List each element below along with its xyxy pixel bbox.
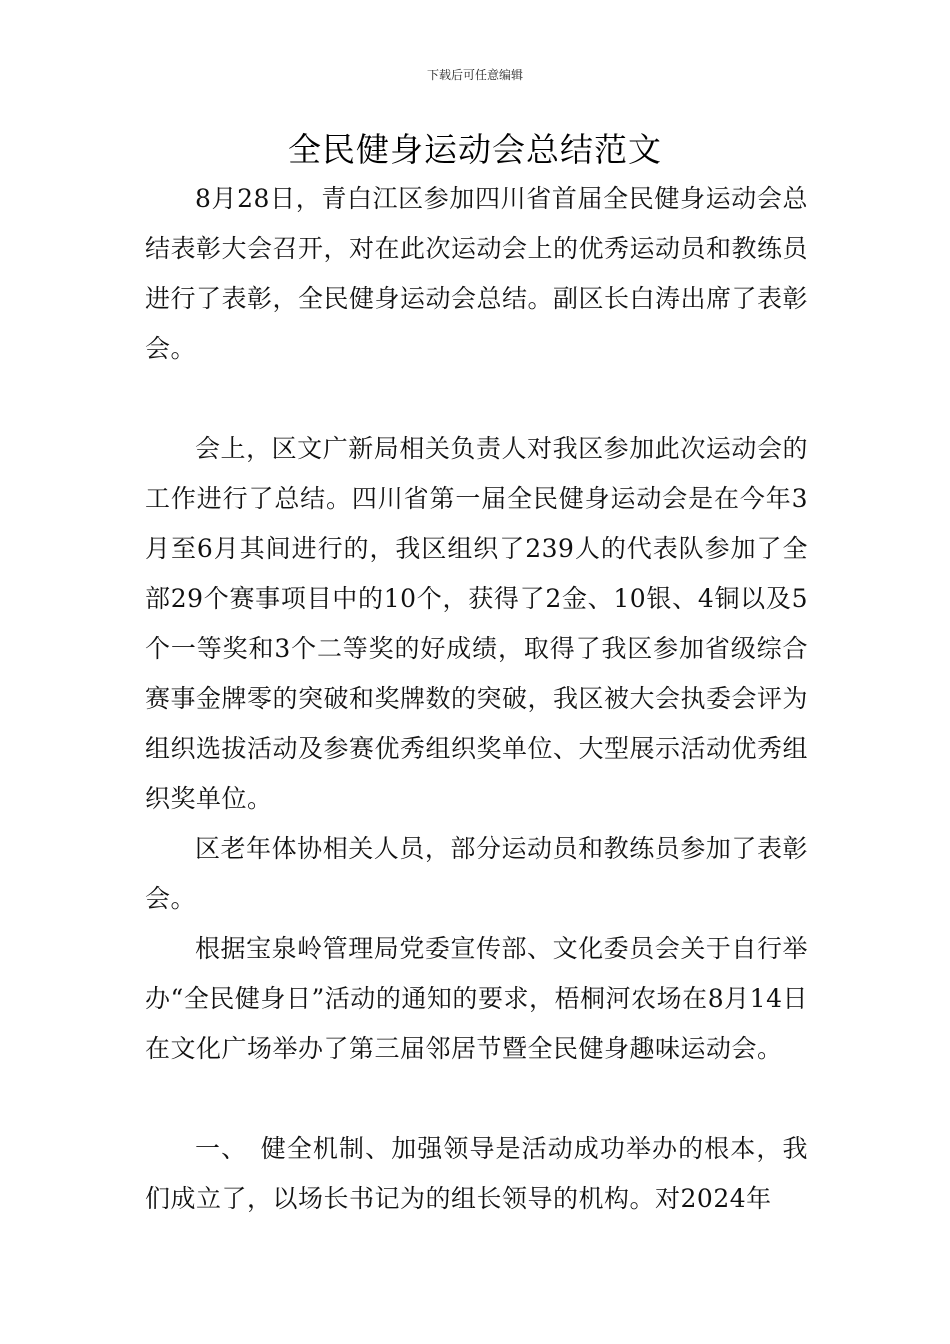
paragraph-4: 根据宝泉岭管理局党委宣传部、文化委员会关于自行举办“全民健身日”活动的通知的要求，梧桐河农场在8月14日在文化广场举办了第三届邻居节暨全民健身趣味运动会。 bbox=[145, 934, 808, 1063]
paragraph-1: 8月28日，青白江区参加四川省首届全民健身运动会总结表彰大会召开，对在此次运动会上的优秀运动员和教练员进行了表彰，全民健身运动会总结。副区长白涛出席了表彰会。 bbox=[145, 184, 809, 363]
paragraph-5: 一、 健全机制、加强领导是活动成功举办的根本，我们成立了，以场长书记为的组长领导的机构。对2024年 bbox=[145, 1134, 808, 1213]
paragraph-3: 区老年体协相关人员，部分运动员和教练员参加了表彰会。 bbox=[145, 834, 808, 913]
paragraph-2: 会上，区文广新局相关负责人对我区参加此次运动会的工作进行了总结。四川省第一届全民健身运动会是在今年3月至6月其间进行的，我区组织了239人的代表队参加了全部29个赛事项目中的10个，获得了2金、10银、4铜以及5个一等奖和3个二等奖的好成绩，取得了我区参加省级综合赛事金牌零的突破和奖牌数的突破，我区被大会执委会评为组织选拔活动及参赛优秀组织奖单位、大型展示活动优秀组织奖单位。 bbox=[145, 434, 809, 813]
document-title: 全民健身运动会总结范文 bbox=[288, 130, 662, 169]
header-note: 下载后可任意编辑 bbox=[426, 68, 523, 82]
